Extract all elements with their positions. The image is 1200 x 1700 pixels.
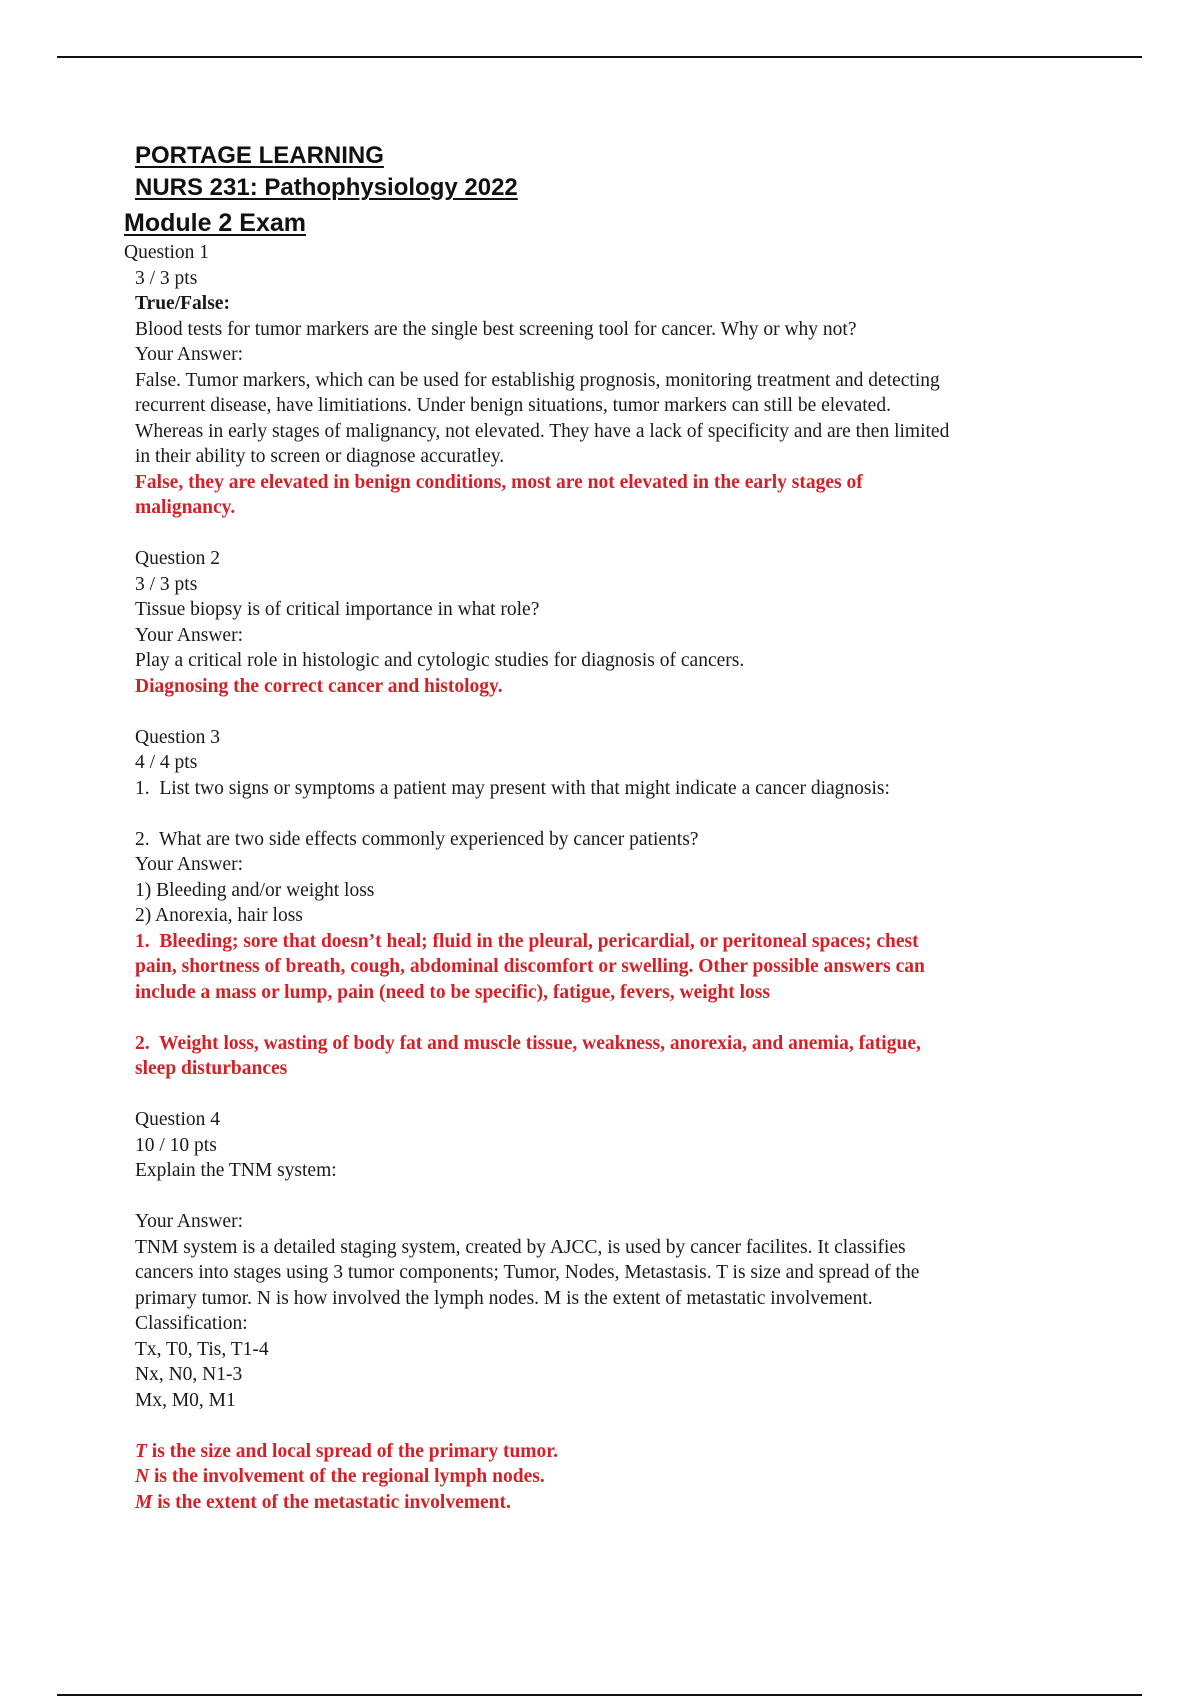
answer-line: Tx, T0, Tis, T1-4: [135, 1338, 269, 1360]
answer-line: recurrent disease, have limitiations. Under benign situations, tumor markers can still be elevated.: [135, 395, 891, 416]
tnm-letter: N: [135, 1466, 150, 1487]
question-4: [135, 1107, 1075, 1515]
your-answer-label: Your Answer:: [135, 854, 243, 875]
answer-line: Classification:: [135, 1313, 248, 1334]
question-title: Question 1: [124, 242, 210, 263]
question-1: [124, 240, 1075, 521]
question-3: [135, 725, 1075, 1082]
question-prompt: 2. What are two side effects commonly experienced by cancer patients?: [135, 828, 699, 850]
answer-line: cancers into stages using 3 tumor components; Tumor, Nodes, Metastasis. T is size and spread of the: [135, 1262, 920, 1283]
answer-key-line: False, they are elevated in benign conditions, most are not elevated in the early stages of: [135, 471, 863, 493]
question-title: Question 3: [135, 726, 221, 748]
answer-key-line: Diagnosing the correct cancer and histology.: [135, 675, 503, 697]
question-points: 10 / 10 pts: [135, 1134, 217, 1156]
question-prompt: Tissue biopsy is of critical importance in what role?: [135, 599, 540, 620]
tnm-letter: T: [135, 1440, 147, 1462]
answer-line: 2) Anorexia, hair loss: [135, 905, 303, 926]
tnm-letter: M: [135, 1491, 153, 1513]
answer-key-line: malignancy.: [135, 497, 236, 518]
answer-key-line: [135, 1490, 1075, 1516]
question-title: Question 2: [135, 548, 221, 569]
answer-line: 1) Bleeding and/or weight loss: [135, 879, 375, 901]
tnm-description: is the involvement of the regional lymph nodes.: [149, 1466, 545, 1487]
institution-heading: PORTAGE LEARNING: [135, 142, 384, 169]
answer-key-line: include a mass or lump, pain (need to be specific), fatigue, fevers, weight loss: [135, 981, 770, 1003]
question-2: [135, 546, 1075, 699]
answer-line: Whereas in early stages of malignancy, not elevated. They have a lack of specificity and are then limited: [135, 420, 950, 442]
question-points: 3 / 3 pts: [135, 573, 198, 595]
answer-key-line: pain, shortness of breath, cough, abdominal discomfort or swelling. Other possible answers can: [135, 956, 925, 977]
your-answer-label: Your Answer:: [135, 624, 243, 646]
answer-line: False. Tumor markers, which can be used for establishig prognosis, monitoring treatment and detecting: [135, 369, 940, 391]
answer-line: Play a critical role in histologic and cytologic studies for diagnosis of cancers.: [135, 650, 745, 671]
answer-key-line: 1. Bleeding; sore that doesn’t heal; fluid in the pleural, pericardial, or peritoneal spaces; chest: [135, 930, 919, 952]
tnm-description: is the size and local spread of the primary tumor.: [146, 1440, 559, 1462]
your-answer-label: Your Answer:: [135, 1211, 243, 1232]
question-prompt: Explain the TNM system:: [135, 1160, 337, 1181]
answer-key-line: sleep disturbances: [135, 1058, 288, 1079]
answer-line: Mx, M0, M1: [135, 1389, 236, 1411]
tnm-description: is the extent of the metastatic involvement.: [152, 1491, 511, 1513]
question-prompt: Blood tests for tumor markers are the single best screening tool for cancer. Why or why not?: [135, 318, 857, 340]
answer-line: TNM system is a detailed staging system, created by AJCC, is used by cancer facilites. It classifies: [135, 1236, 906, 1258]
question-prompt: 1. List two signs or symptoms a patient may present with that might indicate a cancer diagnosis:: [135, 777, 890, 799]
answer-key-line: 2. Weight loss, wasting of body fat and muscle tissue, weakness, anorexia, and anemia, fatigue,: [135, 1032, 921, 1054]
question-type-label: True/False:: [135, 293, 230, 314]
answer-line: Nx, N0, N1-3: [135, 1364, 243, 1385]
question-title: Question 4: [135, 1109, 221, 1130]
course-heading: NURS 231: Pathophysiology 2022: [135, 174, 518, 201]
bottom-rule: [57, 1694, 1142, 1696]
answer-key-line: [135, 1464, 1075, 1490]
your-answer-label: Your Answer:: [135, 344, 243, 365]
question-points: 4 / 4 pts: [135, 752, 198, 773]
exam-title: Module 2 Exam: [124, 209, 306, 237]
answer-line: primary tumor. N is how involved the lymph nodes. M is the extent of metastatic involvement.: [135, 1287, 873, 1309]
answer-key-line: [135, 1439, 1075, 1465]
top-rule: [57, 56, 1142, 58]
exam-document: [124, 140, 1075, 1515]
answer-line: in their ability to screen or diagnose accuratley.: [135, 446, 505, 467]
question-points: 3 / 3 pts: [135, 267, 198, 289]
